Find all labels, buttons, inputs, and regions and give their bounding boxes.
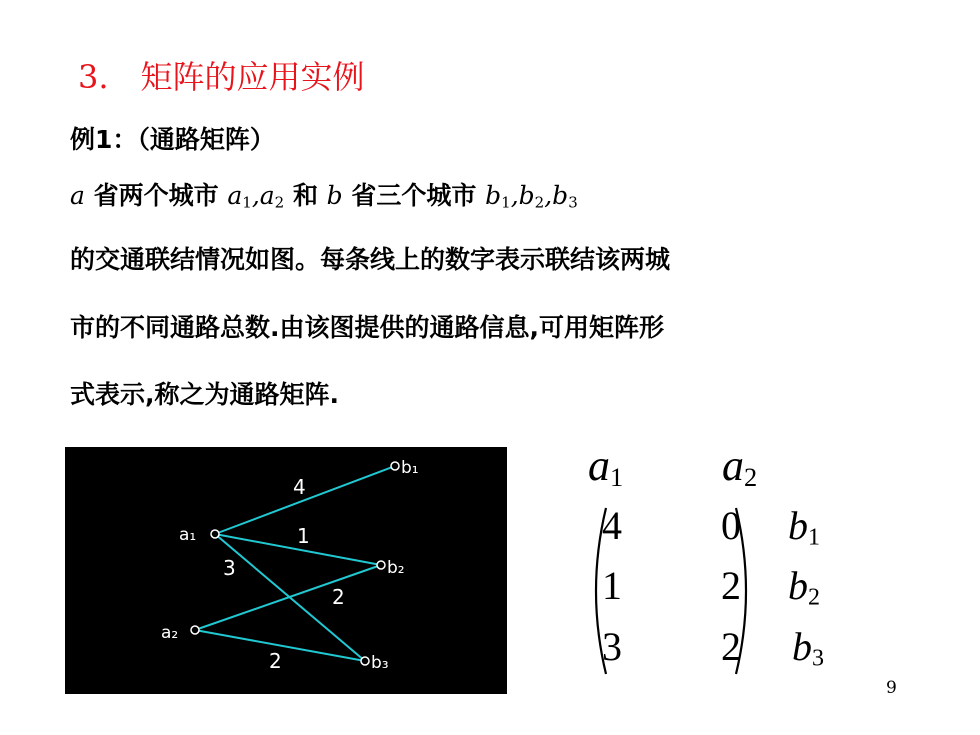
var-a: a: [70, 181, 85, 210]
matrix-cell-r2c2: 2: [721, 563, 741, 608]
matrix-row-label-b1: b1: [788, 503, 820, 551]
comma: ,: [510, 181, 519, 210]
city-a1: a1: [227, 181, 252, 212]
path-matrix: [580, 440, 840, 680]
road-network-diagram: [65, 447, 507, 694]
edge-label-a1-b3: 3: [223, 556, 236, 580]
city-b3: b3: [552, 181, 578, 212]
edge-label-a2-b2: 2: [332, 585, 345, 609]
node-a1-label: a₁: [179, 525, 197, 545]
paragraph-line-3: 式表示,称之为通路矩阵.: [70, 380, 339, 409]
node-a1-marker: [211, 530, 219, 538]
intro-line: [70, 176, 578, 212]
paragraph-line-2: 市的不同通路总数.由该图提供的通路信息,可用矩阵形: [70, 313, 664, 342]
var-b: b: [326, 181, 343, 210]
node-b2-marker: [377, 561, 385, 569]
node-a2-label: a₂: [161, 623, 179, 643]
node-b3-marker: [361, 657, 369, 665]
page-number: 9: [886, 678, 897, 698]
node-b2-label: b₂: [387, 558, 405, 578]
matrix-col-header-a2: a2: [722, 441, 758, 493]
edge-label-a2-b3: 2: [269, 649, 282, 673]
matrix-cell-r1c1: 4: [602, 503, 622, 548]
section-title: 矩阵的应用实例: [140, 58, 365, 96]
matrix-cell-r3c1: 3: [602, 624, 622, 669]
comma: ,: [251, 181, 260, 210]
node-b1-marker: [391, 462, 399, 470]
intro-text-1: 省两个城市: [93, 181, 219, 210]
intro-text-3: 省三个城市: [351, 181, 477, 210]
paragraph-line-1: 的交通联结情况如图。每条线上的数字表示联结该两城: [70, 245, 671, 274]
edge-label-a1-b2: 1: [297, 524, 310, 548]
matrix-cell-r1c2: 0: [721, 503, 741, 548]
matrix-row-label-b3: b3: [792, 624, 824, 672]
matrix-row-label-b2: b2: [788, 563, 820, 611]
comma: ,: [544, 181, 553, 210]
node-b1-label: b₁: [401, 458, 419, 478]
slide-title: [78, 52, 365, 98]
intro-text-2: 和: [292, 181, 318, 210]
node-b3-label: b₃: [371, 653, 389, 673]
city-b2: b2: [518, 181, 545, 212]
city-b1: b1: [485, 181, 511, 212]
section-number: 3.: [78, 58, 109, 96]
matrix-col-header-a1: a1: [588, 441, 624, 493]
edge-label-a1-b1: 4: [293, 475, 306, 499]
matrix-cell-r2c1: 1: [602, 563, 622, 608]
example-heading: 例1：（通路矩阵）: [70, 125, 275, 154]
matrix-cell-r3c2: 2: [721, 624, 741, 669]
node-a2-marker: [191, 626, 199, 634]
city-a2: a2: [259, 181, 285, 212]
